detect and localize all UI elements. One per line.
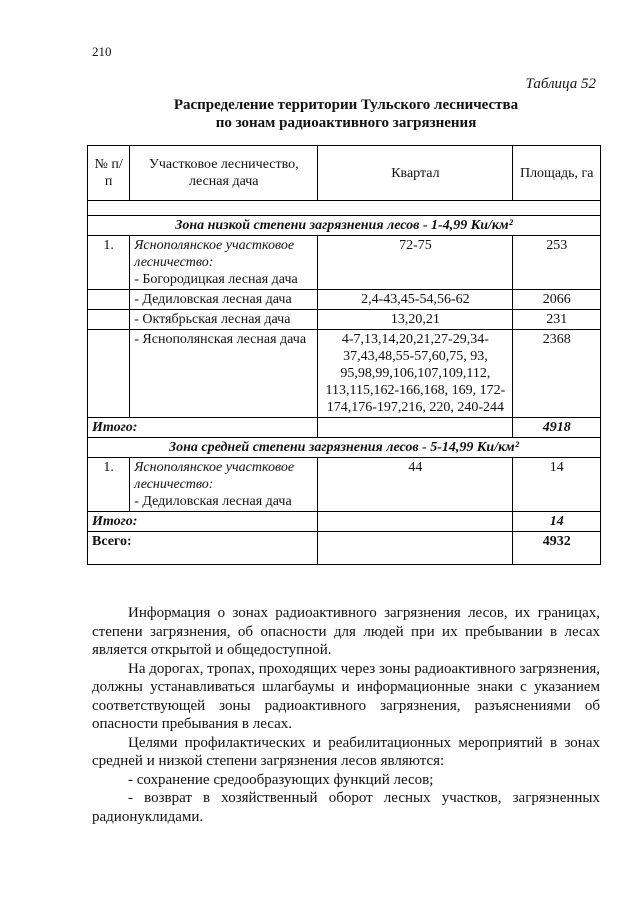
paragraph: - возврат в хозяйственный оборот лесных участков, загрязненных радионуклидами. xyxy=(92,790,600,825)
dacha-name: - Дедиловская лесная дача xyxy=(130,290,318,310)
row-quarter: 44 xyxy=(318,458,513,512)
dacha-name: - Яснополянская лесная дача xyxy=(130,330,318,418)
zone-mid-row xyxy=(88,438,601,458)
header-forestry: Участковое лесничество, лесная дача xyxy=(130,146,318,201)
row-area: 14 xyxy=(513,458,601,512)
header-num: № п/п xyxy=(88,146,130,201)
row-area: 2066 xyxy=(513,290,601,310)
body-text xyxy=(92,604,600,826)
table-row xyxy=(88,310,601,330)
row-quarter: 4-7,13,14,20,21,27-29,34-37,43,48,55-57,60,75, 93, 95,98,99,106,107,109,112, 113,115,162-166,168, 169, 172-174,176-197,216, 220, 240-244 xyxy=(318,330,513,418)
total-mid-label: Итого: xyxy=(88,512,318,532)
row-area: 2368 xyxy=(513,330,601,418)
row-area: 231 xyxy=(513,310,601,330)
total-low-row xyxy=(88,418,601,438)
dacha-name: - Октябрьская лесная дача xyxy=(130,310,318,330)
row-num: 1. xyxy=(88,458,130,512)
zone-low-label: Зона низкой степени загрязнения лесов - 1-4,99 Ки/км² xyxy=(88,216,601,236)
page-number: 210 xyxy=(92,44,112,59)
row-forestry xyxy=(130,458,318,512)
table-title-line-2: по зонам радиоактивного загрязнения xyxy=(215,115,477,131)
row-num xyxy=(88,330,130,418)
row-quarter: 13,20,21 xyxy=(318,310,513,330)
header-area: Площадь, га xyxy=(513,146,601,201)
row-num: 1. xyxy=(88,236,130,290)
table-row xyxy=(88,458,601,512)
grand-total-row xyxy=(88,532,601,565)
table-header-row xyxy=(88,146,601,201)
header-quarter: Квартал xyxy=(318,146,513,201)
total-mid-area: 14 xyxy=(513,512,601,532)
table-title-line-1: Распределение территории Тульского лесничества xyxy=(173,97,519,113)
table-caption: Таблица 52 xyxy=(525,76,596,92)
grand-total-area: 4932 xyxy=(513,532,601,565)
paragraph: На дорогах, тропах, проходящих через зоны радиоактивного загрязнения, должны устанавливаться шлагбаумы и информационные знаки с указанием соответствующей зоны радиоактивного загрязнения, разъяснениями об опасности пребывания в лесах. xyxy=(92,660,600,732)
paragraph: - сохранение средообразующих функций лесов; xyxy=(128,771,434,788)
zone-low-row xyxy=(88,216,601,236)
total-low-label: Итого: xyxy=(88,418,318,438)
row-quarter: 2,4-43,45-54,56-62 xyxy=(318,290,513,310)
total-low-area: 4918 xyxy=(513,418,601,438)
zone-mid-label: Зона средней степени загрязнения лесов - 5-14,99 Ки/км² xyxy=(88,438,601,458)
table-row xyxy=(88,290,601,310)
dacha-name: - Дедиловская лесная дача xyxy=(134,494,292,509)
paragraph: Информация о зонах радиоактивного загрязнения лесов, их границах, степени загрязнения, об опасности для людей при их пребывании в лесах является открытой и общедоступной. xyxy=(92,605,600,658)
table-row xyxy=(88,330,601,418)
row-forestry xyxy=(130,236,318,290)
grand-total-label: Всего: xyxy=(88,532,318,565)
row-quarter: 72-75 xyxy=(318,236,513,290)
forestry-name: Яснополянское участковое лесничество: xyxy=(134,238,295,270)
spacer-row xyxy=(88,201,601,216)
table-title xyxy=(92,96,600,132)
row-num xyxy=(88,310,130,330)
table-row xyxy=(88,236,601,290)
forestry-name: Яснополянское участковое лесничество: xyxy=(134,460,295,492)
row-num xyxy=(88,290,130,310)
total-mid-row xyxy=(88,512,601,532)
row-area: 253 xyxy=(513,236,601,290)
contamination-table xyxy=(87,145,601,565)
dacha-name: - Богородицкая лесная дача xyxy=(134,272,298,287)
paragraph: Целями профилактических и реабилитационных мероприятий в зонах средней и низкой степени загрязнения лесов являются: xyxy=(92,734,600,769)
